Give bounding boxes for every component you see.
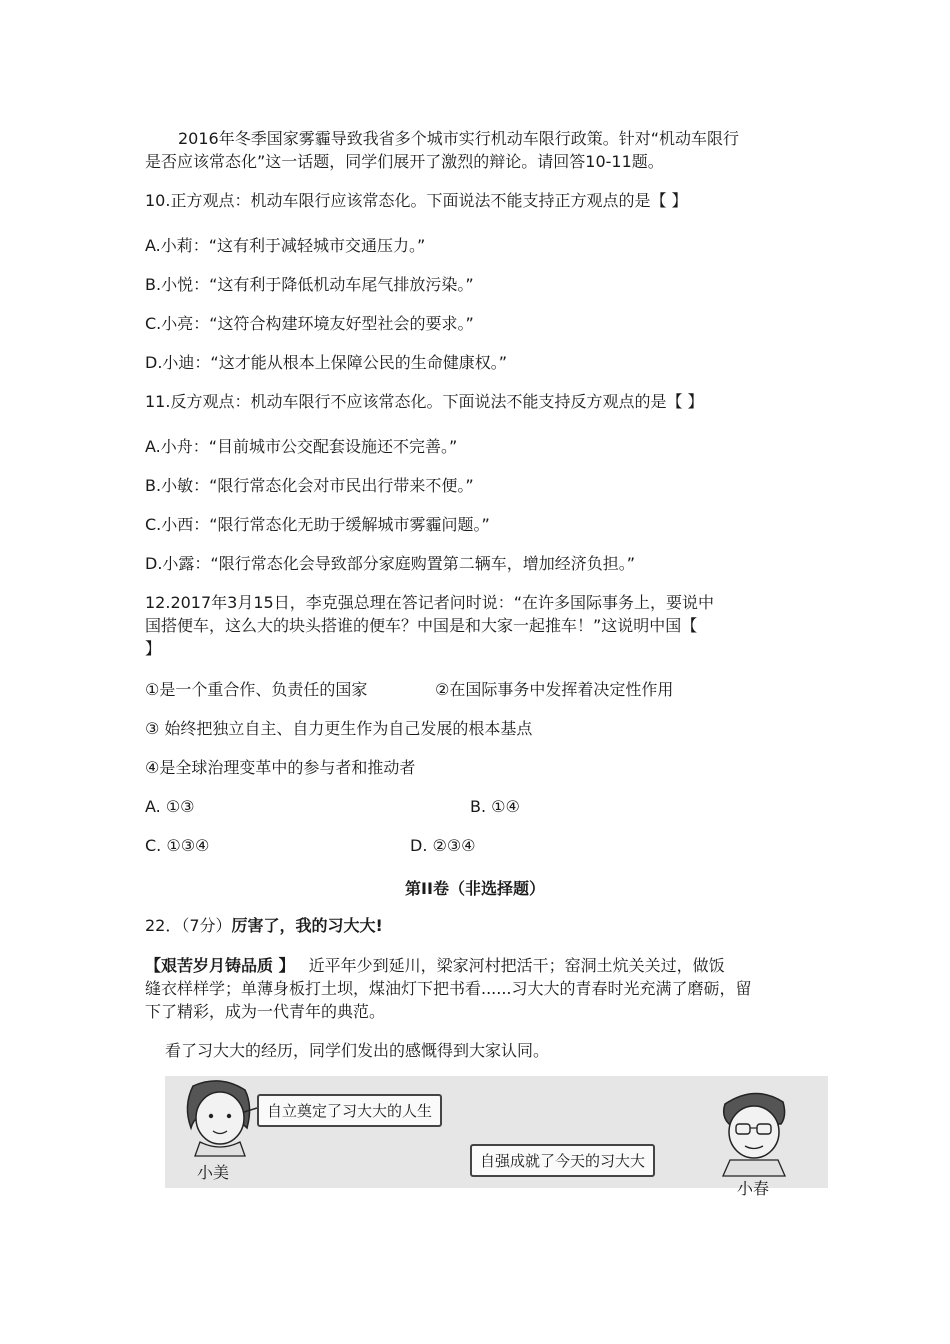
q11-stem: 11.反方观点：机动车限行不应该常态化。下面说法不能支持反方观点的是【 】 [145,392,704,411]
q22-heading [145,915,383,937]
q22-number: 22．（7分） [145,916,232,935]
girl-illustration [187,1081,257,1156]
cartoon-figure [165,1076,828,1198]
q22-para-line-2: 缝衣样样学；单薄身板打土坝，煤油灯下把书看......习大大的青春时光充满了磨砺，留 [145,979,752,998]
q11-option-b: B.小敏：“限行常态化会对市民出行带来不便。” [145,476,474,495]
q22-title: 厉害了，我的习大大! [231,916,383,935]
q22-para-line-1 [145,955,725,977]
q12-option-b: B. ①④ [470,797,520,816]
q10-option-b: B.小悦：“这有利于降低机动车尾气排放污染。” [145,275,474,294]
q22-para-text-1: 近平年少到延川，梁家河村把活干；窑洞土炕关关过，做饭 [308,956,725,975]
q12-statement-1: ①是一个重合作、负责任的国家 [145,680,368,699]
q12-option-a: A. ①③ [145,797,195,816]
speech-bubble-left: 自立奠定了习大大的人生 [257,1094,442,1127]
q10-option-d: D.小迪：“这才能从根本上保障公民的生命健康权。” [145,353,507,372]
q10-option-c: C.小亮：“这符合构建环境友好型社会的要求。” [145,314,474,333]
q12-statement-4: ④是全球治理变革中的参与者和推动者 [145,758,416,777]
name-right: 小春 [737,1179,770,1198]
intro-line-1: 2016年冬季国家雾霾导致我省多个城市实行机动车限行政策。针对“机动车限行 [178,129,740,148]
q12-stem-line-3: 】 [145,639,162,658]
q10-stem: 10.正方观点：机动车限行应该常态化。下面说法不能支持正方观点的是【 】 [145,191,688,210]
q12-option-d: D. ②③④ [410,836,476,855]
q12-stem-line-1: 12.2017年3月15日，李克强总理在答记者问时说：“在许多国际事务上，要说中 [145,593,714,612]
intro-line-2: 是否应该常态化”这一话题，同学们展开了激烈的辩论。请回答10-11题。 [145,152,664,171]
q10-option-a: A.小莉：“这有利于减轻城市交通压力。” [145,236,426,255]
q11-option-d: D.小露：“限行常态化会导致部分家庭购置第二辆车，增加经济负担。” [145,554,635,573]
q12-statement-3: ③ 始终把独立自主、自力更生作为自己发展的根本基点 [145,719,533,738]
section-title: 第II卷（非选择题） [405,879,545,898]
q12-statement-2: ②在国际事务中发挥着决定性作用 [435,680,674,699]
q12-stem-line-2: 国搭便车，这么大的块头搭谁的便车？中国是和大家一起推车！”这说明中国【 [145,616,698,635]
q11-option-c: C.小西：“限行常态化无助于缓解城市雾霾问题。” [145,515,490,534]
q12-option-c: C. ①③④ [145,836,210,855]
boy-illustration [723,1093,785,1176]
q11-option-a: A.小舟：“目前城市公交配套设施还不完善。” [145,437,458,456]
speech-bubble-right: 自强成就了今天的习大大 [470,1144,655,1177]
q22-para-line-3: 下了精彩，成为一代青年的典范。 [145,1002,386,1021]
q22-follow: 看了习大大的经历，同学们发出的感慨得到大家认同。 [165,1041,550,1060]
name-left: 小美 [197,1163,230,1182]
q22-tag: 【艰苦岁月铸品质 】 [145,956,295,975]
